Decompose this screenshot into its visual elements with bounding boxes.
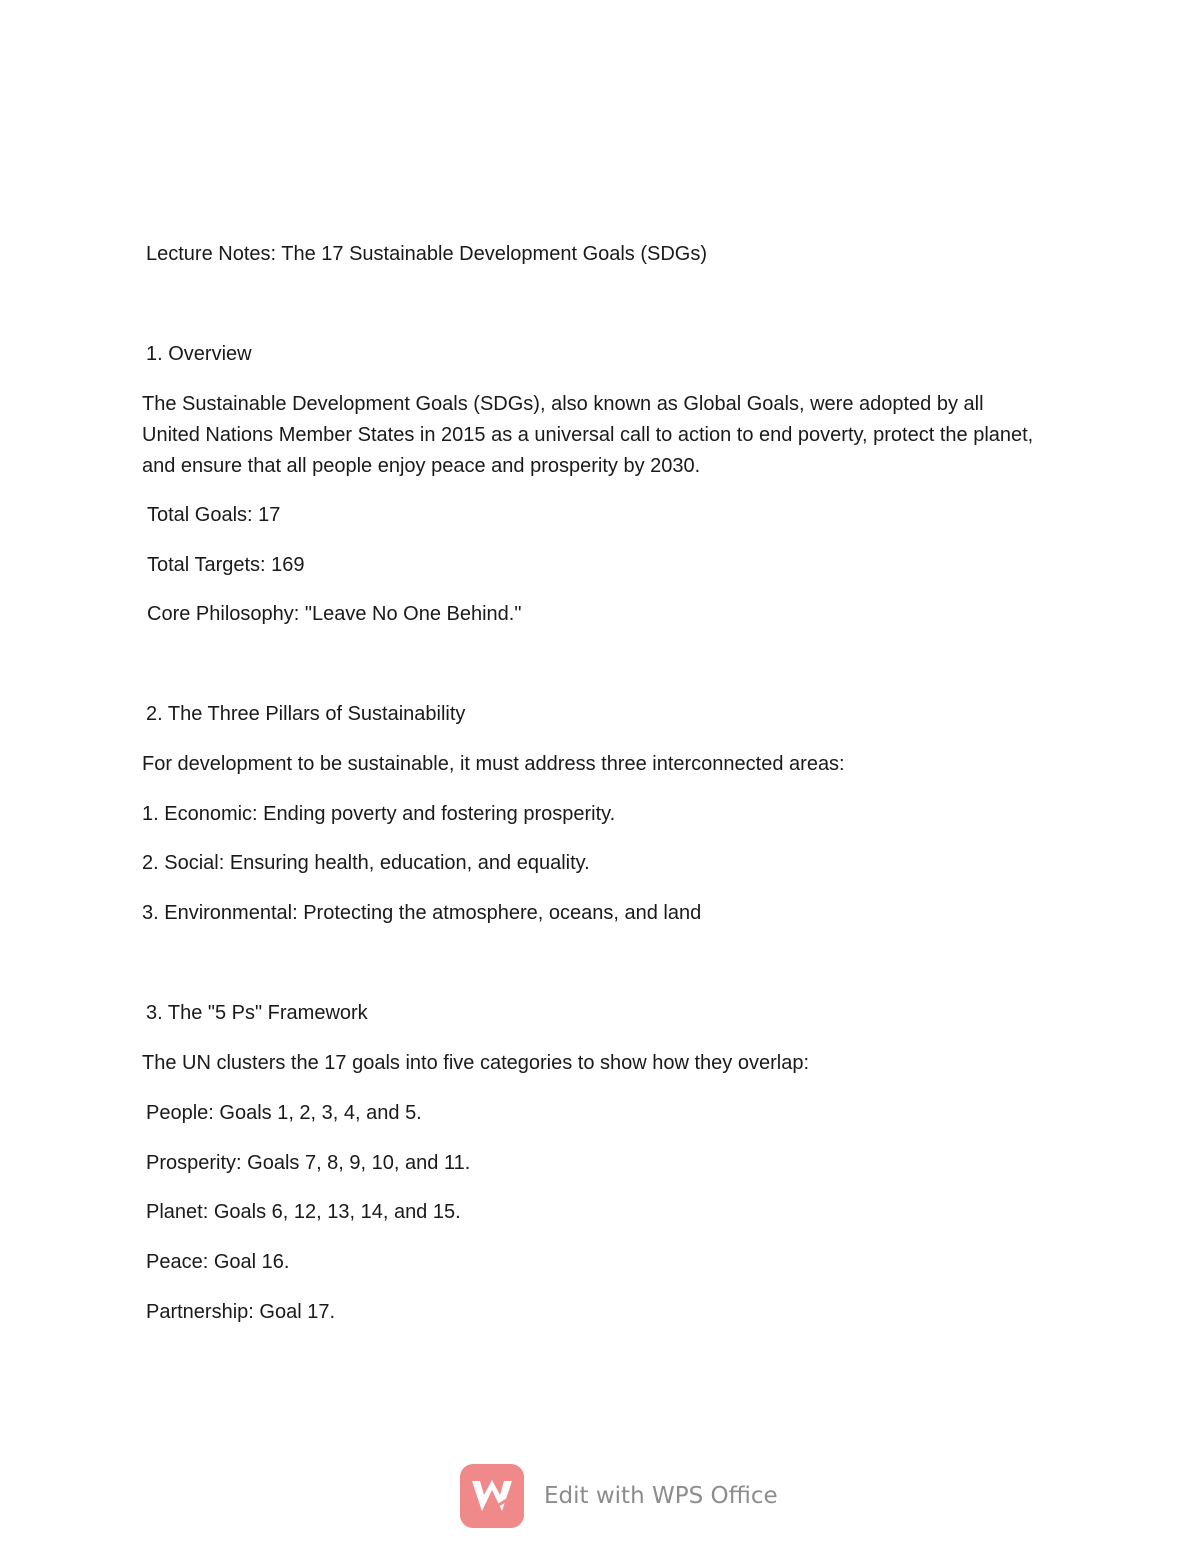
document-title: Lecture Notes: The 17 Sustainable Development Goals (SDGs) (146, 243, 708, 265)
pillar-item-economic: 1. Economic: Ending poverty and fostering prosperity. (142, 803, 616, 825)
wps-footer[interactable] (460, 1463, 778, 1529)
framework-item-people: People: Goals 1, 2, 3, 4, and 5. (146, 1102, 422, 1124)
edit-with-wps-label: Edit with WPS Office (544, 1483, 778, 1509)
framework-item-planet: Planet: Goals 6, 12, 13, 14, and 15. (146, 1201, 461, 1223)
framework-intro: The UN clusters the 17 goals into five categories to show how they overlap: (142, 1052, 810, 1074)
fact-core-philosophy: Core Philosophy: "Leave No One Behind." (147, 603, 522, 625)
fact-total-targets: Total Targets: 169 (147, 554, 305, 576)
fact-total-goals: Total Goals: 17 (147, 504, 281, 526)
section-heading-overview: 1. Overview (146, 343, 252, 365)
framework-item-peace: Peace: Goal 16. (146, 1251, 290, 1273)
overview-paragraph: The Sustainable Development Goals (SDGs), also known as Global Goals, were adopted by all United Nations Member States in 2015 as a universal call to action to end poverty, protect the planet, and ensure that all people enjoy peace and prosperity by 2030. (142, 393, 1034, 477)
pillar-item-environmental: 3. Environmental: Protecting the atmosphere, oceans, and land (142, 902, 702, 924)
pillars-intro: For development to be sustainable, it must address three interconnected areas: (142, 753, 845, 775)
section-heading-framework: 3. The "5 Ps" Framework (146, 1002, 368, 1024)
framework-item-prosperity: Prosperity: Goals 7, 8, 9, 10, and 11. (146, 1152, 471, 1174)
section-heading-pillars: 2. The Three Pillars of Sustainability (146, 703, 466, 725)
pillar-item-social: 2. Social: Ensuring health, education, and equality. (142, 852, 590, 874)
framework-item-partnership: Partnership: Goal 17. (146, 1301, 335, 1323)
wps-office-logo-icon (460, 1464, 524, 1528)
